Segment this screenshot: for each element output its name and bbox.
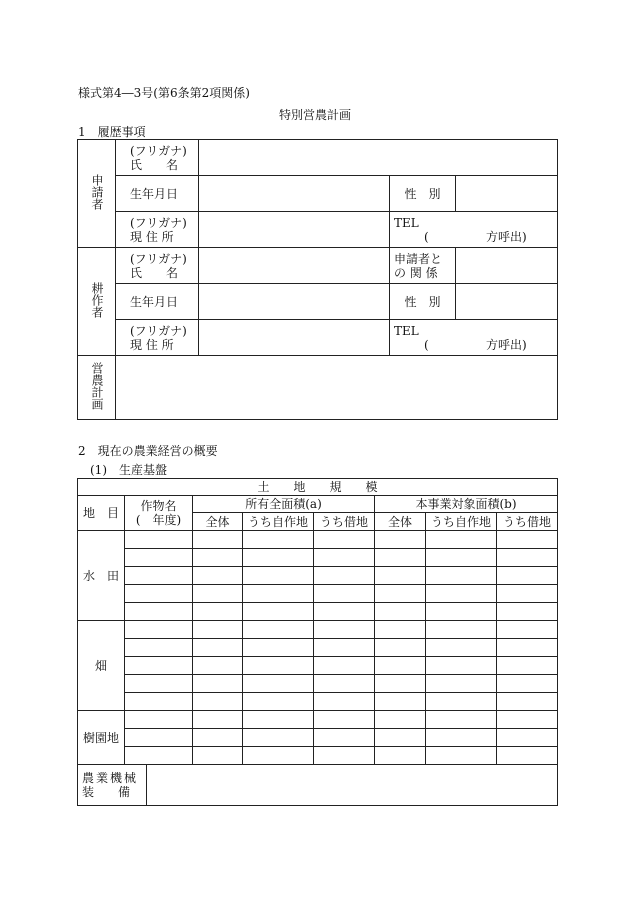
area-cell[interactable] xyxy=(193,747,243,765)
area-cell[interactable] xyxy=(375,567,426,585)
sub-header: 全体 xyxy=(375,513,426,531)
area-cell[interactable] xyxy=(426,711,497,729)
area-cell[interactable] xyxy=(375,639,426,657)
area-cell[interactable] xyxy=(193,567,243,585)
relation-field[interactable] xyxy=(456,248,558,284)
project-area-header: 本事業対象面積(b) xyxy=(375,496,558,513)
tel-paren: ( xyxy=(424,337,429,352)
area-cell[interactable] xyxy=(193,603,243,621)
area-cell[interactable] xyxy=(426,567,497,585)
tel-paren: ( xyxy=(424,229,429,244)
area-cell[interactable] xyxy=(314,693,375,711)
crop-name-cell[interactable] xyxy=(125,531,193,549)
land-row xyxy=(78,639,558,657)
sub-header: 全体 xyxy=(193,513,243,531)
crop-header-1: 作物名 xyxy=(140,499,177,513)
land-row xyxy=(78,747,558,765)
land-row xyxy=(78,549,558,567)
land-scale-header: 土 地 規 模 xyxy=(78,479,558,496)
area-cell[interactable] xyxy=(426,657,497,675)
land-row xyxy=(78,567,558,585)
area-cell[interactable] xyxy=(426,729,497,747)
applicant-label: 申請者 xyxy=(90,173,104,210)
section2-subheading: (1) 生産基盤 xyxy=(90,463,167,477)
area-cell[interactable] xyxy=(375,711,426,729)
address-label: 現 住 所 xyxy=(130,337,174,352)
crop-name-cell[interactable] xyxy=(125,603,193,621)
area-cell[interactable] xyxy=(314,567,375,585)
farming-plan-field[interactable] xyxy=(116,356,558,420)
area-cell[interactable] xyxy=(497,567,558,585)
crop-name-cell[interactable] xyxy=(125,639,193,657)
area-cell[interactable] xyxy=(243,675,314,693)
area-cell[interactable] xyxy=(314,657,375,675)
area-cell[interactable] xyxy=(426,693,497,711)
area-cell[interactable] xyxy=(497,747,558,765)
furigana-label: (フリガナ) xyxy=(130,323,187,338)
crop-name-cell[interactable] xyxy=(125,693,193,711)
area-cell[interactable] xyxy=(375,747,426,765)
area-cell[interactable] xyxy=(314,603,375,621)
farming-plan-label-cell xyxy=(78,356,116,420)
area-cell[interactable] xyxy=(426,585,497,603)
area-cell[interactable] xyxy=(193,693,243,711)
cultivator-address-field[interactable] xyxy=(199,320,390,356)
area-cell[interactable] xyxy=(497,675,558,693)
machinery-label-1: 農業機械 xyxy=(82,771,139,785)
area-cell[interactable] xyxy=(243,657,314,675)
area-cell[interactable] xyxy=(497,711,558,729)
area-cell[interactable] xyxy=(314,747,375,765)
applicant-group-label xyxy=(78,140,116,248)
land-row xyxy=(78,711,558,729)
area-cell[interactable] xyxy=(426,621,497,639)
area-cell[interactable] xyxy=(243,639,314,657)
area-cell[interactable] xyxy=(243,549,314,567)
land-row xyxy=(78,621,558,639)
area-cell[interactable] xyxy=(497,639,558,657)
machinery-label-2: 装 備 xyxy=(82,785,131,799)
cultivator-sex-label: 性 別 xyxy=(390,284,456,320)
area-cell[interactable] xyxy=(426,747,497,765)
area-cell[interactable] xyxy=(243,747,314,765)
crop-name-cell[interactable] xyxy=(125,549,193,567)
area-cell[interactable] xyxy=(375,675,426,693)
tel-suffix: 方呼出) xyxy=(486,337,527,352)
cultivator-name-field[interactable] xyxy=(199,248,390,284)
area-cell[interactable] xyxy=(243,711,314,729)
personal-history-table xyxy=(77,139,558,420)
sub-header: うち自作地 xyxy=(426,513,497,531)
relation-label-1: 申請者と xyxy=(394,251,443,266)
area-cell[interactable] xyxy=(243,567,314,585)
area-cell[interactable] xyxy=(375,603,426,621)
area-cell[interactable] xyxy=(314,531,375,549)
name-label: 氏 名 xyxy=(130,265,179,280)
cultivator-group-label xyxy=(78,248,116,356)
cultivator-address-label-cell xyxy=(116,320,199,356)
area-cell[interactable] xyxy=(243,621,314,639)
area-cell[interactable] xyxy=(375,585,426,603)
owned-area-header: 所有全面積(a) xyxy=(193,496,375,513)
applicant-tel-field[interactable] xyxy=(390,212,558,248)
area-cell[interactable] xyxy=(497,549,558,567)
area-cell[interactable] xyxy=(193,531,243,549)
form-number: 様式第4―3号(第6条第2項関係) xyxy=(78,86,250,100)
cultivator-sex-field[interactable] xyxy=(456,284,558,320)
area-cell[interactable] xyxy=(497,657,558,675)
relation-label-2: の 関 係 xyxy=(394,265,438,280)
cultivator-dob-label: 生年月日 xyxy=(116,284,199,320)
land-row xyxy=(78,729,558,747)
area-cell[interactable] xyxy=(497,531,558,549)
area-cell[interactable] xyxy=(193,639,243,657)
crop-header-cell xyxy=(125,496,193,531)
section2-heading: 2 現在の農業経営の概要 xyxy=(78,444,218,458)
applicant-sex-field[interactable] xyxy=(456,176,558,212)
applicant-address-field[interactable] xyxy=(199,212,390,248)
area-cell[interactable] xyxy=(243,585,314,603)
tel-suffix: 方呼出) xyxy=(486,229,527,244)
area-cell[interactable] xyxy=(426,531,497,549)
area-cell[interactable] xyxy=(375,657,426,675)
crop-name-cell[interactable] xyxy=(125,585,193,603)
name-label: 氏 名 xyxy=(130,157,179,172)
relation-label-cell xyxy=(390,248,456,284)
area-cell[interactable] xyxy=(426,639,497,657)
area-cell[interactable] xyxy=(193,711,243,729)
area-cell[interactable] xyxy=(193,657,243,675)
area-cell[interactable] xyxy=(243,531,314,549)
applicant-address-label-cell xyxy=(116,212,199,248)
area-cell[interactable] xyxy=(243,729,314,747)
crop-name-cell[interactable] xyxy=(125,747,193,765)
area-cell[interactable] xyxy=(375,729,426,747)
applicant-name-field[interactable] xyxy=(199,140,558,176)
area-cell[interactable] xyxy=(426,675,497,693)
area-cell[interactable] xyxy=(314,711,375,729)
area-cell[interactable] xyxy=(497,585,558,603)
land-type-header: 地 目 xyxy=(78,496,125,531)
area-cell[interactable] xyxy=(314,675,375,693)
area-cell[interactable] xyxy=(375,531,426,549)
area-cell[interactable] xyxy=(314,621,375,639)
land-row xyxy=(78,675,558,693)
crop-name-cell[interactable] xyxy=(125,729,193,747)
machinery-label-cell xyxy=(78,765,193,806)
tel-label: TEL xyxy=(394,215,419,230)
production-base-table xyxy=(77,478,558,806)
area-cell[interactable] xyxy=(193,549,243,567)
crop-name-cell[interactable] xyxy=(125,711,193,729)
area-cell[interactable] xyxy=(314,585,375,603)
area-cell[interactable] xyxy=(243,603,314,621)
area-cell[interactable] xyxy=(193,675,243,693)
applicant-dob-field[interactable] xyxy=(199,176,390,212)
area-cell[interactable] xyxy=(497,729,558,747)
cultivator-name-label-cell xyxy=(116,248,199,284)
area-cell[interactable] xyxy=(375,549,426,567)
area-cell[interactable] xyxy=(243,693,314,711)
land-row xyxy=(78,657,558,675)
cultivator-label: 耕作者 xyxy=(90,281,104,318)
land-type-label: 畑 xyxy=(78,621,125,711)
area-cell[interactable] xyxy=(314,549,375,567)
area-cell[interactable] xyxy=(193,729,243,747)
sub-header: うち借地 xyxy=(314,513,375,531)
area-cell[interactable] xyxy=(426,549,497,567)
sub-header: うち借地 xyxy=(497,513,558,531)
area-cell[interactable] xyxy=(314,729,375,747)
area-cell[interactable] xyxy=(426,603,497,621)
address-label: 現 住 所 xyxy=(130,229,174,244)
machinery-field[interactable] xyxy=(193,765,558,806)
crop-header-2: ( 年度) xyxy=(135,513,182,527)
sub-header: うち自作地 xyxy=(243,513,314,531)
crop-name-cell[interactable] xyxy=(125,675,193,693)
land-rows xyxy=(78,531,558,765)
land-type-label: 樹園地 xyxy=(78,711,125,765)
area-cell[interactable] xyxy=(193,621,243,639)
tel-label: TEL xyxy=(394,323,419,338)
area-cell[interactable] xyxy=(497,693,558,711)
land-row xyxy=(78,531,558,549)
applicant-dob-label: 生年月日 xyxy=(116,176,199,212)
applicant-name-label-cell xyxy=(116,140,199,176)
furigana-label: (フリガナ) xyxy=(130,251,187,266)
area-cell[interactable] xyxy=(193,585,243,603)
crop-name-cell[interactable] xyxy=(125,621,193,639)
area-cell[interactable] xyxy=(375,693,426,711)
farming-plan-label: 営農計画 xyxy=(90,361,104,410)
land-row xyxy=(78,603,558,621)
land-row xyxy=(78,585,558,603)
land-type-label: 水 田 xyxy=(78,531,125,621)
crop-name-cell[interactable] xyxy=(125,567,193,585)
furigana-label: (フリガナ) xyxy=(130,215,187,230)
area-cell[interactable] xyxy=(375,621,426,639)
applicant-sex-label: 性 別 xyxy=(390,176,456,212)
cultivator-tel-field[interactable] xyxy=(390,320,558,356)
cultivator-dob-field[interactable] xyxy=(199,284,390,320)
crop-name-cell[interactable] xyxy=(125,657,193,675)
area-cell[interactable] xyxy=(314,639,375,657)
area-cell[interactable] xyxy=(497,603,558,621)
furigana-label: (フリガナ) xyxy=(130,143,187,158)
area-cell[interactable] xyxy=(497,621,558,639)
section1-heading: 1 履歴事項 xyxy=(78,125,146,139)
land-row xyxy=(78,693,558,711)
form-title: 特別営農計画 xyxy=(278,108,351,122)
